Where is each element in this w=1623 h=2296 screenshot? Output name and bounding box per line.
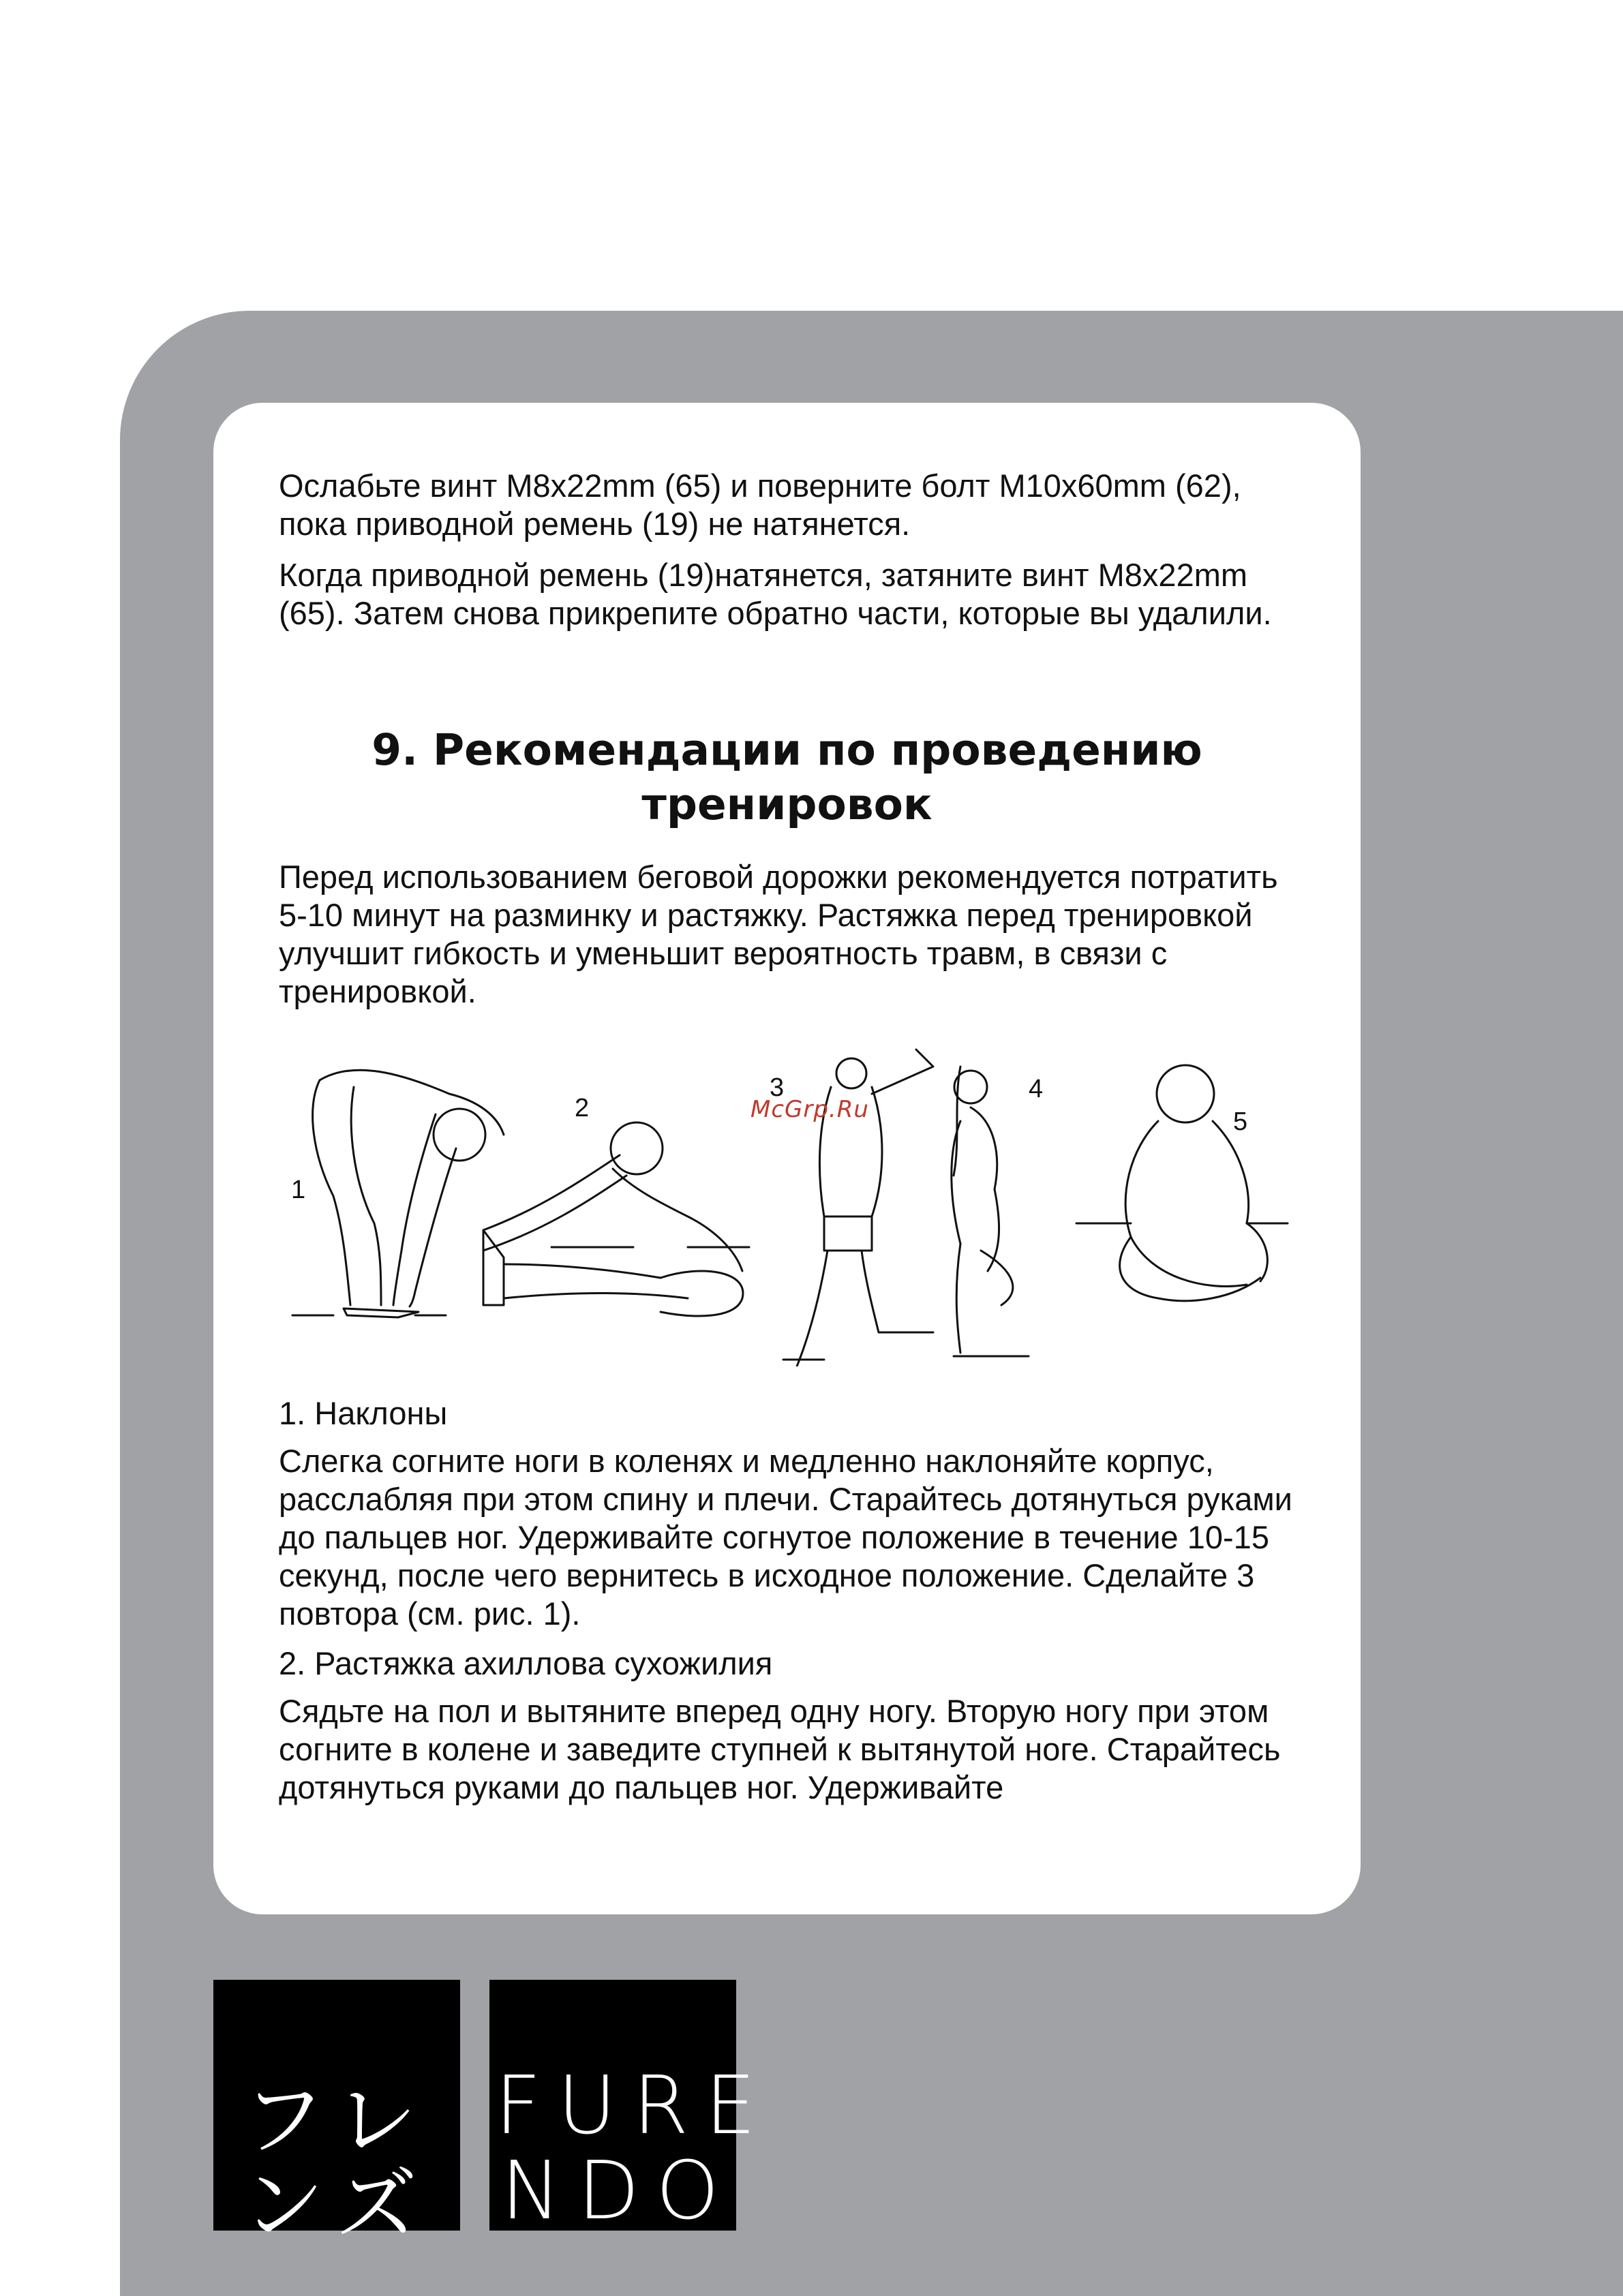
section-intro: Перед использованием беговой дорожки рекомендуется потратить 5-10 минут на разминку и растяжку. Растяжка перед тренировкой улучшит гибкость и уменьшит вероятность травм, в связи с тренировкой.: [279, 859, 1278, 1009]
watermark-text: McGrp.Ru: [750, 1096, 869, 1123]
figure-1-bend: [292, 1070, 504, 1317]
section-title-line2: тренировок: [641, 780, 932, 829]
stretching-illustration: [279, 1046, 1301, 1366]
section-title: [241, 723, 1333, 832]
exercise-2-text: Сядьте на пол и вытяните вперед одну ногу. Вторую ногу при этом согните в колене и заведите ступней к вытянутой ноге. Старайтесь дотянуться руками до пальцев ног. Удерживайте: [279, 1693, 1281, 1805]
stretching-figures: [279, 1046, 1301, 1366]
figure-4-standing-stretch: [952, 1067, 1029, 1356]
exercise-1-text: Слегка согните ноги в коленях и медленно наклоняйте корпус, расслабляя при этом спину и плечи. Старайтесь дотянуться руками до пальцев ног. Удерживайте согнутое положение в течение 10-15 секунд, после чего вернитесь в исходное положение. Сделайте 3 повтора (см. рис. 1).: [279, 1443, 1292, 1632]
intro-paragraph-2: Когда приводной ремень (19)натянется, затяните винт M8x22mm (65). Затем снова прикрепите обратно части, которые вы удалили.: [279, 557, 1272, 631]
logo-latin-block: [489, 1980, 772, 2237]
content-card: [213, 403, 1361, 1914]
figure-label-2: 2: [575, 1094, 590, 1122]
intro-paragraph-1: Ослабьте винт M8x22mm (65) и поверните болт M10x60mm (62), пока приводной ремень (19) не натянется.: [279, 468, 1241, 542]
figure-label-4: 4: [1029, 1075, 1044, 1103]
figure-5-butterfly: [1076, 1065, 1288, 1301]
exercise-1-title: 1. Наклоны: [279, 1395, 448, 1431]
logo-en-line1: FURE: [495, 2058, 772, 2152]
logo-jp-line2: ンズ: [242, 2158, 431, 2253]
logo-jp-line1: フレ: [243, 2073, 431, 2168]
exercise-2-title: 2. Растяжка ахиллова сухожилия: [279, 1645, 773, 1681]
figure-label-5: 5: [1233, 1107, 1248, 1136]
logo-japanese-block: [213, 1980, 460, 2253]
logo-en-line2: NDO: [500, 2143, 735, 2237]
figure-2-seated-reach: [483, 1122, 749, 1316]
figure-label-1: 1: [291, 1176, 306, 1204]
figure-label-3: 3: [770, 1073, 785, 1102]
section-title-line1: 9. Рекомендации по проведению: [371, 725, 1202, 775]
